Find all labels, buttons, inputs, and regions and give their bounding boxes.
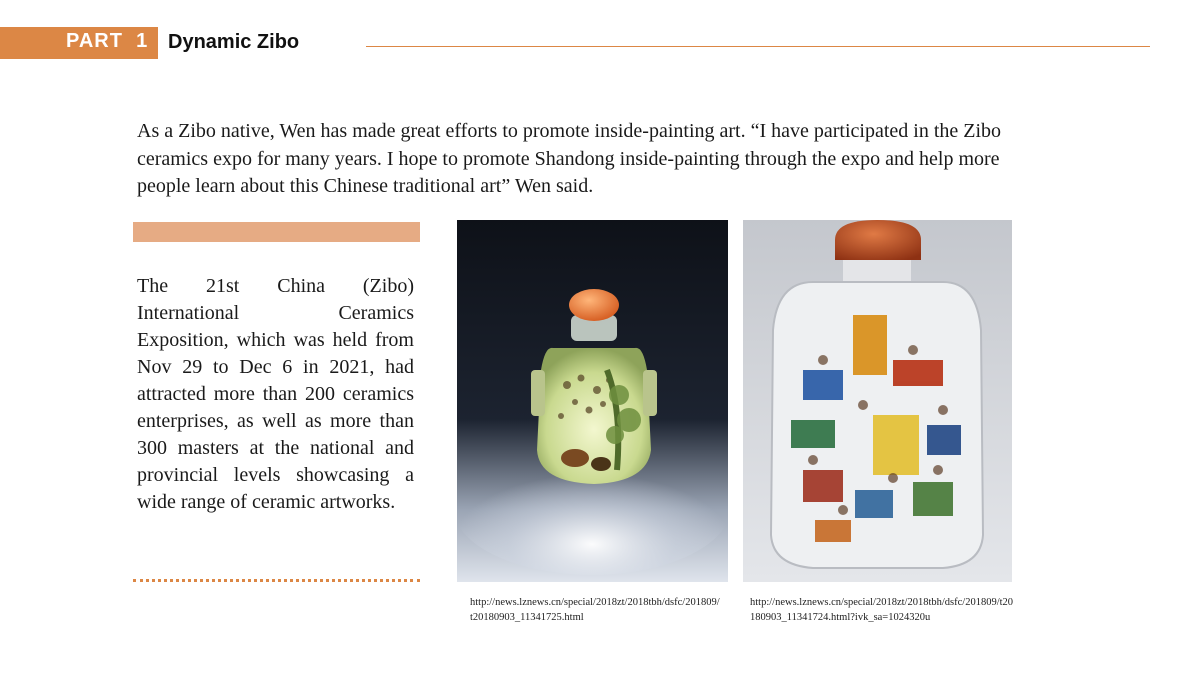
snuff-bottle-photo-left: [457, 220, 728, 582]
snuff-bottle-right-image: [743, 220, 1012, 582]
part-label: [66, 30, 148, 53]
image-caption-left: http://news.lznews.cn/special/2018zt/2018tbh/dsfc/201809/t20180903_11341725.html: [470, 597, 720, 623]
part-word: PART: [66, 30, 123, 52]
side-paragraph: The 21st China (Zibo) International Ceramics Exposition, which was held from Nov 29 to Dec 6 in 2021, had attracted more than 200 ceramics enterprises, as well as more than 300 masters at the national and provincial levels showcasing a wide range of ceramic artworks.: [137, 275, 414, 513]
intro-paragraph: As a Zibo native, Wen has made great efforts to promote inside-painting art. “I have participated in the Zibo ceramics expo for many years. I hope to promote Shandong inside-painting through the expo and help more people learn about this Chinese traditional art” Wen said.: [137, 120, 1002, 197]
dotted-divider: [133, 579, 420, 582]
part-number: 1: [136, 30, 149, 52]
image-caption-right: http://news.lznews.cn/special/2018zt/2018tbh/dsfc/201809/t20180903_11341724.html?ivk_sa=1024320u: [750, 597, 1014, 623]
accent-bar: [133, 222, 420, 242]
snuff-bottle-left-image: [457, 220, 728, 582]
snuff-bottle-photo-right: [743, 220, 1012, 582]
section-title: Dynamic Zibo: [168, 31, 300, 53]
header-divider: [366, 46, 1150, 47]
